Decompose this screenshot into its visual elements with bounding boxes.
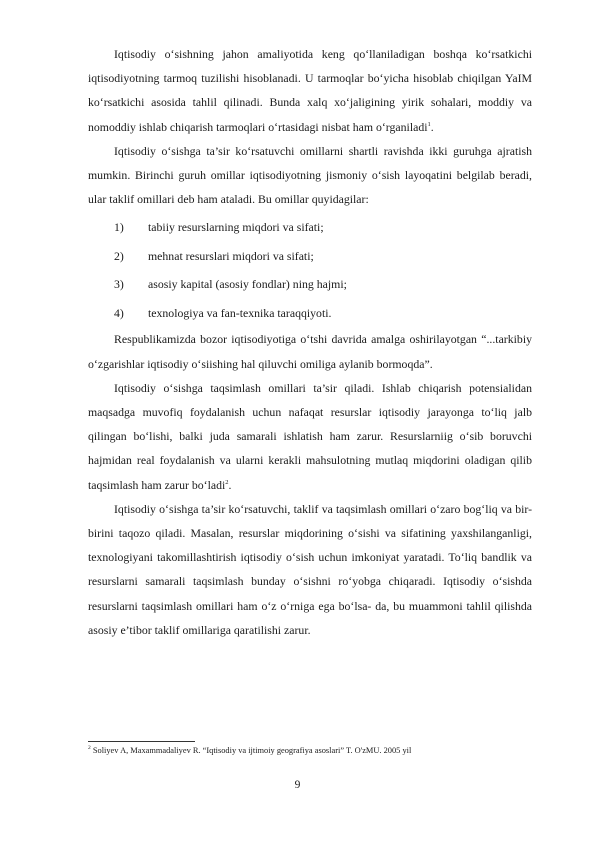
paragraph-2: Iqtisodiy o‘sishga ta’sir ko‘rsatuvchi omillarni shartli ravishda ikki guruhga ajratish mumkin. Birinchi guruh omillar iqtisodiyotning jismoniy o‘sish layoqatini belgilab beradi, ular taklif omillari deb ham ataladi. Bu omillar quyidagilar:: [88, 143, 532, 207]
paragraph-4-text: Iqtisodiy o‘sishga taqsimlash omillari ta’sir qiladi. Ishlab chiqarish potensialidan maqsadga muvofiq foydalanish uchun nafaqat resurslar iqtisodiy jarayonga to‘liq jalb qilingan bo‘lishi, balki juda samarali ishlatish ham zarur. Resurslarniig o‘sib boruvchi hajmidan real foydalanish va ularni kerakli mahsulotning mutlaq miqdorini oladigan qilib taqsimlash ham zarur bo‘ladi: [88, 380, 532, 492]
footnote-ref-1[interactable]: 1: [427, 120, 431, 128]
paragraph-4-end: .: [228, 477, 232, 492]
list-item: [88, 213, 532, 242]
factor-list: [88, 213, 532, 327]
footnote-mark: 2: [88, 745, 91, 752]
list-item-text: tabiiy resurslarning miqdori va sifati;: [148, 220, 324, 235]
footnote-ref-2[interactable]: 2: [225, 478, 229, 486]
paragraph-1: [88, 42, 532, 139]
footnote: [88, 745, 532, 757]
list-item-number: 1): [114, 220, 124, 235]
list-item-number: 3): [114, 277, 124, 292]
list-item-number: 2): [114, 248, 124, 263]
list-item: [88, 242, 532, 271]
list-item-text: mehnat resurslari miqdori va sifati;: [148, 248, 314, 263]
paragraph-5: Iqtisodiy o‘sishga ta’sir ko‘rsatuvchi, taklif va taqsimlash omillari o‘zaro bog‘liq va bir-birini taqozo qiladi. Masalan, resurslar miqdorining o‘sishi va sifatining yaxshilanganligi, texnologiyani takomillashtirish iqtisodiy o‘sish uchun imkoniyat yaratadi. To‘liq bandlik va resurslarni samarali taqsimlash bunday o‘sishni ro‘yobga chiqaradi. Iqtisodiy o‘sishda resurslarni taqsimlash omillari ham o‘z o‘rniga ega bo‘lsa- da, bu muammoni tahlil qilishda asosiy e’tibor taklif omillariga qaratilishi zarur.: [88, 501, 532, 637]
document-body: [88, 42, 532, 642]
list-item-text: asosiy kapital (asosiy fondlar) ning hajmi;: [148, 277, 347, 292]
list-item-number: 4): [114, 305, 124, 320]
paragraph-1-text: Iqtisodiy o‘sishning jahon amaliyotida keng qo‘llaniladigan boshqa ko‘rsatkichi iqtisodiyotning tarmoq tuzilishi hisoblanadi. U tarmoqlar bo‘yicha hisoblab chiqilgan YaIM ko‘rsatkichi asosida tahlil qilinadi. Bunda xalq xo‘jaligining yirik sohalari, moddiy va nomoddiy ishlab chiqarish tarmoqlari o‘rtasidagi nisbat ham o‘rganiladi: [88, 47, 532, 134]
paragraph-1-end: .: [430, 119, 434, 134]
paragraph-4: [88, 376, 532, 497]
footnote-text: Soliyev A, Maxammadaliyev R. “Iqtisodiy va ijtimoiy geografiya asoslari” T. O'zMU. 2005 yil: [90, 746, 412, 755]
footnote-separator: [88, 741, 195, 742]
list-item: [88, 270, 532, 299]
paragraph-3: Respublikamizda bozor iqtisodiyotiga o‘tshi davrida amalga oshirilayotgan “...tarkibiy o‘zgarishlar iqtisodiy o‘siishing hal qiluvchi omiliga aylanib bormoqda”.: [88, 332, 532, 371]
list-item: [88, 299, 532, 328]
page-number: 9: [294, 779, 301, 791]
list-item-text: texnologiya va fan-texnika taraqqiyoti.: [148, 305, 332, 320]
